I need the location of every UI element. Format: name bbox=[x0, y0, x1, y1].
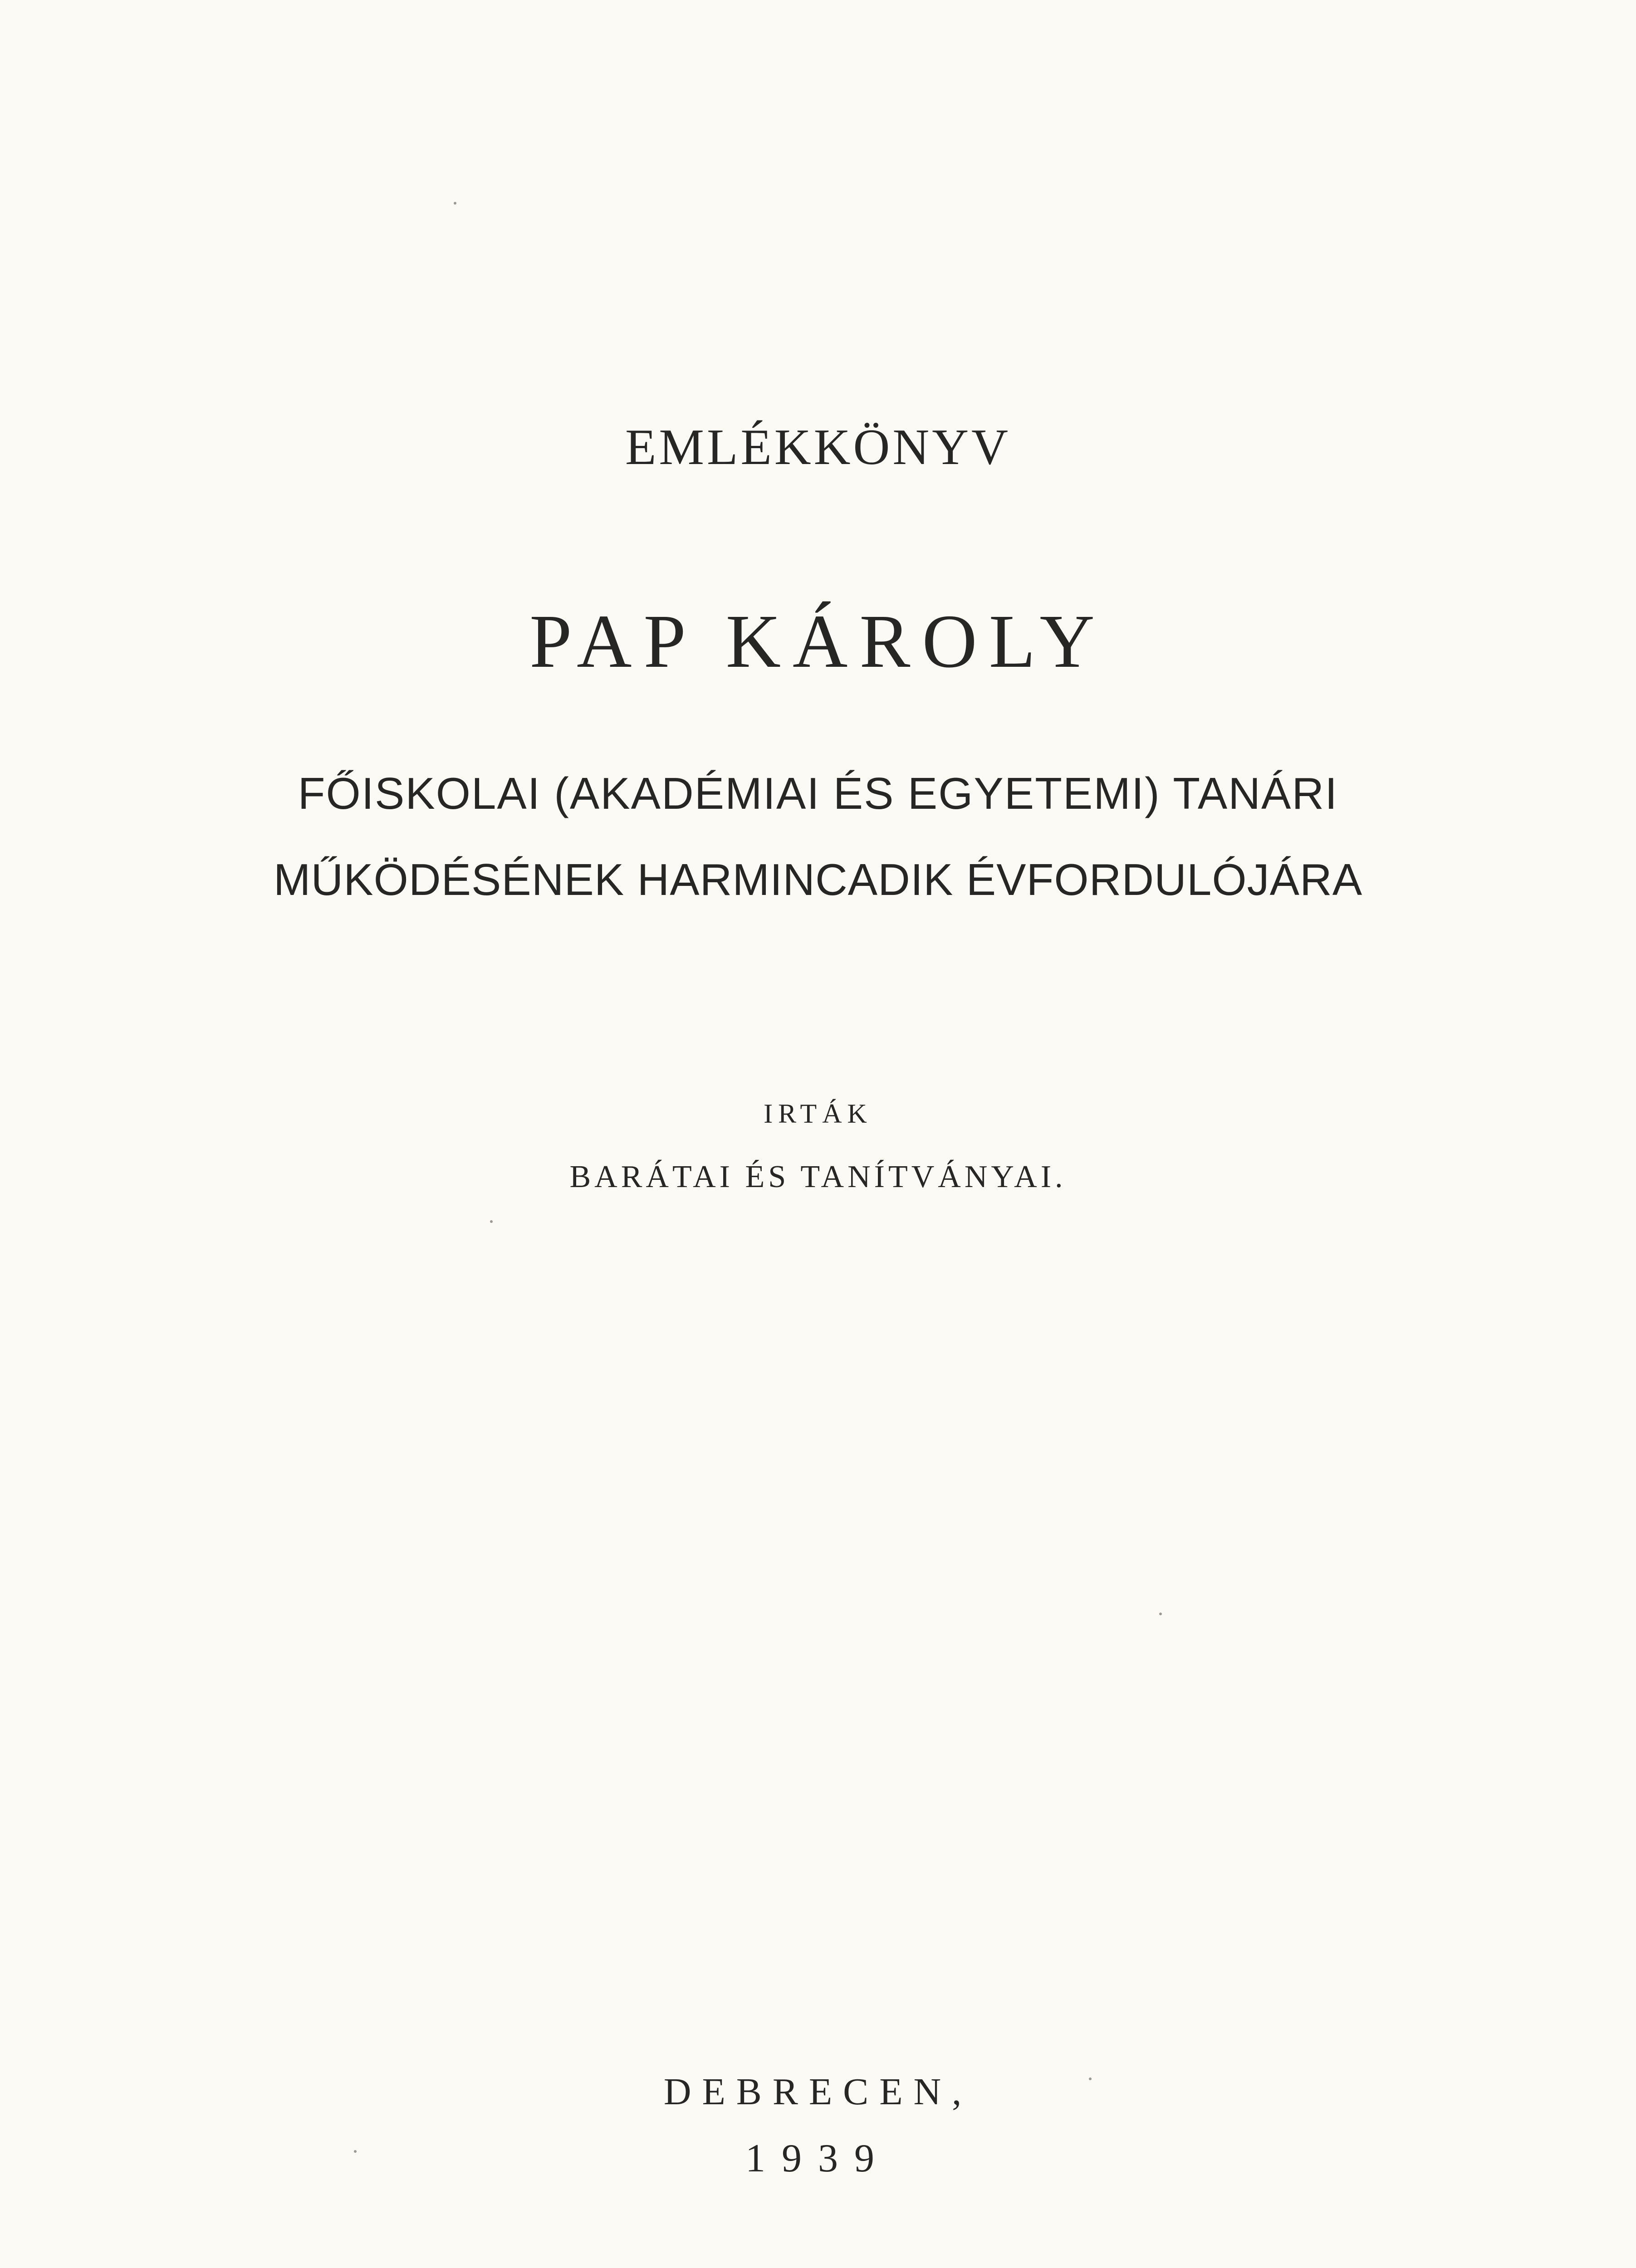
paper-speck bbox=[1089, 2077, 1092, 2080]
authors-label: IRTÁK bbox=[764, 1099, 872, 1129]
paper-speck bbox=[454, 202, 456, 205]
authors-line: BARÁTAI ÉS TANÍTVÁNYAI. bbox=[569, 1159, 1067, 1194]
publication-place: DEBRECEN, bbox=[663, 2071, 973, 2113]
paper-speck bbox=[1159, 1613, 1162, 1615]
publication-year: 1939 bbox=[745, 2136, 891, 2180]
paper-speck bbox=[354, 2150, 357, 2153]
book-heading: EMLÉKKÖNYV bbox=[625, 419, 1011, 475]
honoree-name: PAP KÁROLY bbox=[529, 599, 1107, 684]
paper-speck bbox=[490, 1220, 493, 1223]
subtitle-line-2: MŰKÖDÉSÉNEK HARMINCADIK ÉVFORDULÓJÁRA bbox=[273, 855, 1363, 904]
subtitle-line-1: FŐISKOLAI (AKADÉMIAI ÉS EGYETEMI) TANÁRI bbox=[298, 768, 1338, 818]
